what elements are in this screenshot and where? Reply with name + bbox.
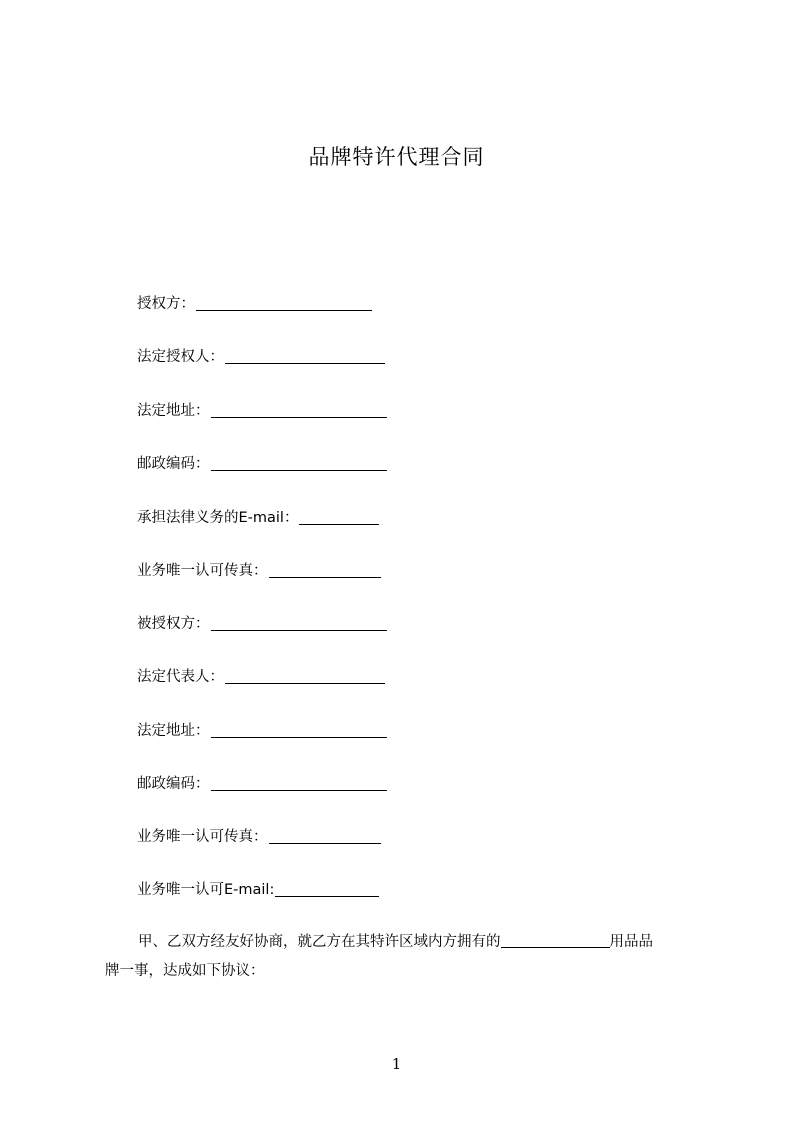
document-title: 品牌特许代理合同 [308,145,485,169]
paragraph-text: 用品品 [609,934,653,950]
fill-in-blank[interactable] [211,616,387,631]
field-legal-address-2 [137,719,387,740]
field-label: 法定代表人： [137,669,224,685]
field-label: 授权方： [137,296,195,312]
field-label: 邮政编码： [137,776,210,792]
fill-in-blank[interactable] [211,456,387,471]
fill-in-blank[interactable] [299,510,379,525]
field-legal-representative [137,665,385,686]
field-label: 法定地址： [137,723,210,739]
fill-in-blank[interactable] [269,829,381,844]
field-email-2 [137,878,379,899]
fill-in-blank[interactable] [501,933,610,948]
field-fax-2 [137,825,381,846]
paragraph-line-1 [105,928,705,957]
field-legal-email [137,506,379,527]
page-number: 1 [391,1055,402,1073]
fill-in-blank[interactable] [211,403,387,418]
field-label: 被授权方： [137,616,210,632]
paragraph-line-2: 牌一事，达成如下协议： [105,963,265,979]
field-label: 业务唯一认可传真： [137,829,268,845]
field-grantee [137,612,387,633]
field-label: 业务唯一认可传真： [137,563,268,579]
field-legal-address [137,399,387,420]
field-fax [137,559,381,580]
paragraph-text: 甲、乙双方经友好协商，就乙方在其特许区域内方拥有的 [138,934,501,950]
fill-in-blank[interactable] [225,669,385,684]
field-postal-code-2 [137,772,387,793]
fill-in-blank[interactable] [275,882,379,897]
field-label: 法定地址： [137,403,210,419]
fill-in-blank[interactable] [225,349,385,364]
agreement-paragraph [105,928,705,986]
field-label: 法定授权人： [137,349,224,365]
field-legal-authorized-person [137,345,385,366]
fill-in-blank[interactable] [211,776,387,791]
field-label: 邮政编码： [137,456,210,472]
fill-in-blank[interactable] [196,296,372,311]
field-label: 业务唯一认可E-mail: [137,882,275,898]
field-label: 承担法律义务的E-mail： [137,510,299,526]
field-grantor [137,292,372,313]
fill-in-blank[interactable] [211,723,387,738]
field-postal-code [137,452,387,473]
fill-in-blank[interactable] [269,563,381,578]
